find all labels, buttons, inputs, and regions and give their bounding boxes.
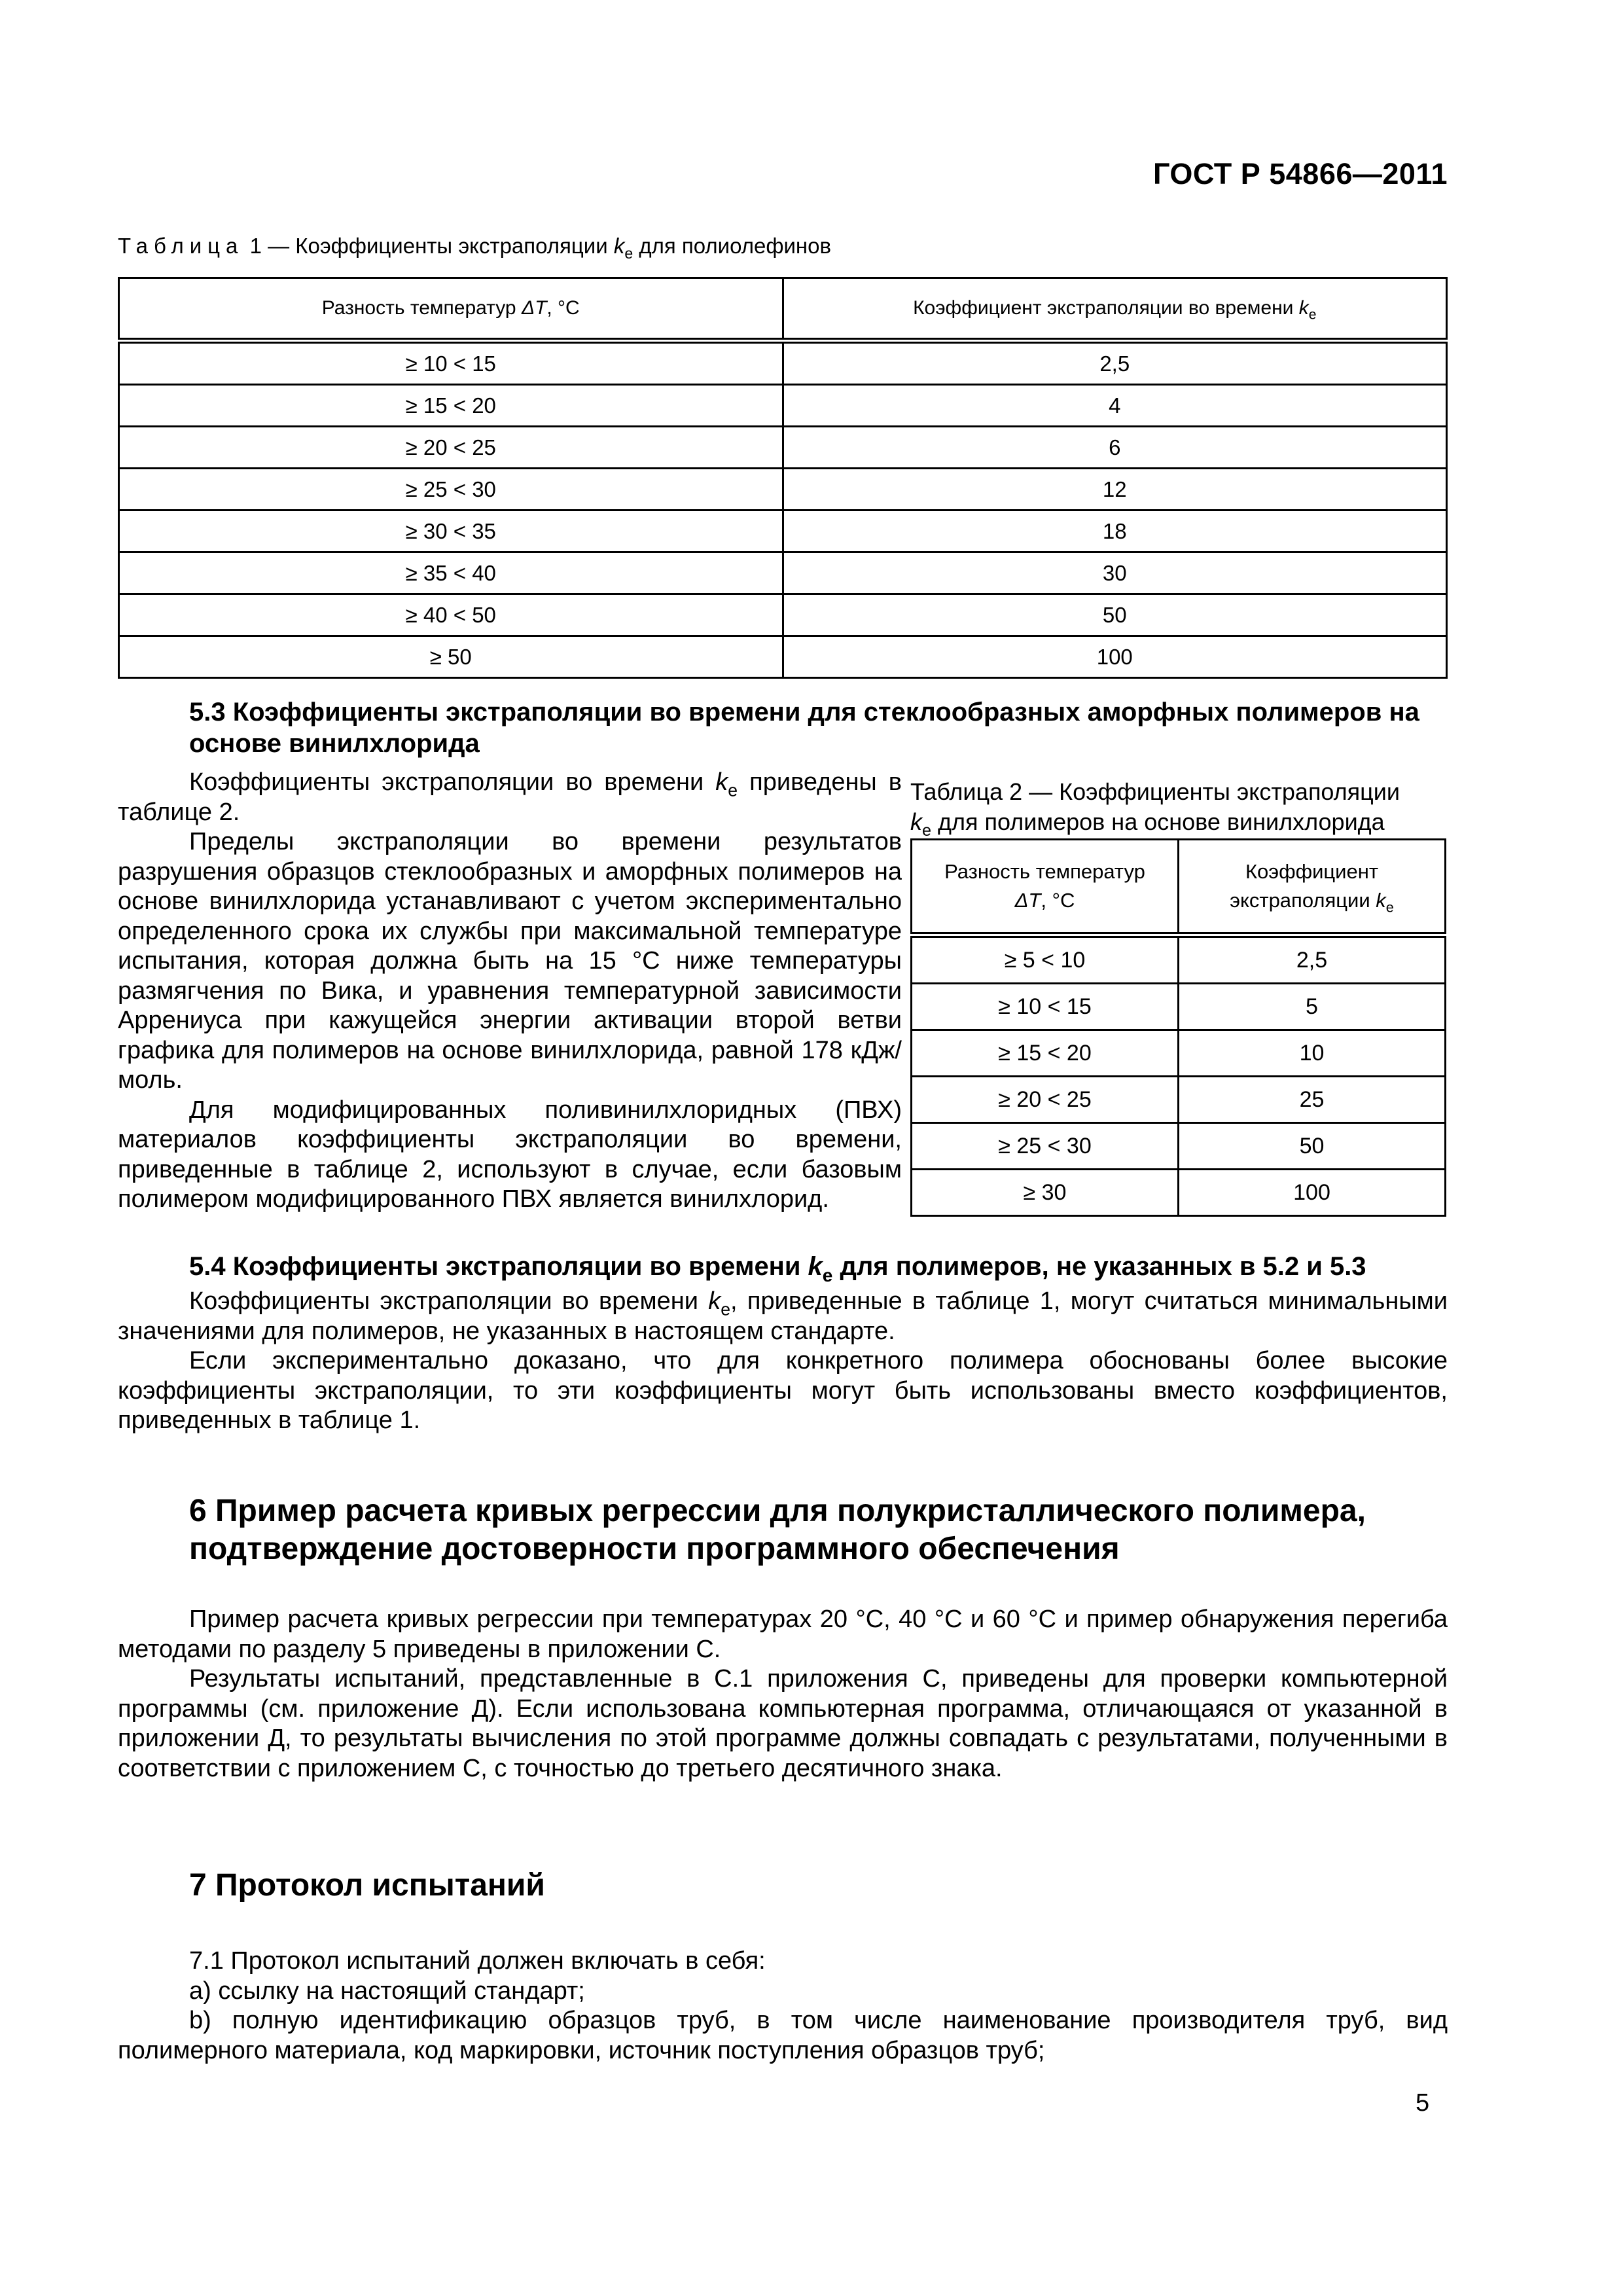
section-5-3-paragraph-1	[118, 768, 902, 827]
text: Коэффициенты экстраполяции во времени	[189, 768, 716, 796]
header-text: Разность температур	[321, 297, 522, 319]
temp-diff-cell: ≥ 10 < 15	[119, 341, 783, 385]
table-row	[912, 1170, 1446, 1216]
temp-diff-cell: ≥ 20 < 25	[119, 427, 783, 469]
table1-caption-number: 1	[249, 234, 262, 258]
temp-diff-cell: ≥ 25 < 30	[912, 1123, 1179, 1170]
table2-caption-line1: Таблица 2 — Коэффициенты экстраполяции	[910, 778, 1400, 805]
table1-caption-label: Таблица	[118, 234, 244, 258]
ke-subscript: e	[1308, 307, 1317, 323]
temp-diff-cell: ≥ 15 < 20	[119, 385, 783, 427]
table-row	[912, 1077, 1446, 1123]
delta-t-symbol: ΔT	[521, 297, 547, 319]
table-row	[119, 427, 1447, 469]
coefficient-cell: 4	[783, 385, 1447, 427]
ke-symbol: k	[708, 1287, 721, 1315]
section-7-paragraph-1: 7.1 Протокол испытаний должен включать в себя:	[189, 1947, 766, 1975]
table1-caption-text: — Коэффициенты экстраполяции	[261, 234, 614, 258]
section-7-body	[118, 1946, 1448, 2066]
ke-symbol: k	[808, 1252, 823, 1281]
ke-subscript: e	[1385, 899, 1394, 916]
section-5-3-body	[118, 768, 902, 1215]
table2-caption	[910, 777, 1454, 840]
table-row	[912, 984, 1446, 1030]
text: приведены в таблице 2.	[118, 768, 902, 826]
coefficient-cell: 50	[1179, 1123, 1446, 1170]
table1-caption	[118, 233, 832, 262]
page-number: 5	[1416, 2089, 1430, 2117]
text: 5.4 Коэффициенты экстраполяции во времени	[189, 1252, 808, 1281]
ke-subscript: e	[624, 245, 633, 262]
table1	[118, 277, 1448, 679]
coefficient-cell: 6	[783, 427, 1447, 469]
coefficient-cell: 30	[783, 552, 1447, 594]
temp-diff-cell: ≥ 5 < 10	[912, 935, 1179, 984]
table-row	[119, 594, 1447, 636]
delta-t-symbol: ΔT	[1014, 889, 1041, 912]
coefficient-cell: 2,5	[783, 341, 1447, 385]
coefficient-cell: 100	[1179, 1170, 1446, 1216]
section-5-4-paragraph-1	[118, 1287, 1448, 1346]
section-7-item-b: b) полную идентификацию образцов труб, в том числе наименование производителя труб, вид полимерного материала, код маркировки, источник поступления образцов труб;	[118, 2007, 1448, 2064]
temp-diff-cell: ≥ 25 < 30	[119, 469, 783, 511]
header-unit: , °C	[1041, 889, 1075, 912]
section-5-4-body	[118, 1287, 1448, 1436]
table2-caption-line2	[910, 807, 1454, 840]
table-row	[912, 1123, 1446, 1170]
temp-diff-cell: ≥ 40 < 50	[119, 594, 783, 636]
temp-diff-cell: ≥ 10 < 15	[912, 984, 1179, 1030]
section-6-heading: 6 Пример расчета кривых регрессии для полукристаллического полимера, подтверждение достоверности программного обеспечения	[189, 1494, 1366, 1566]
temp-diff-cell: ≥ 20 < 25	[912, 1077, 1179, 1123]
table-row	[119, 385, 1447, 427]
table1-header-row	[119, 278, 1447, 341]
table-row	[119, 341, 1447, 385]
section-7-heading: 7 Протокол испытаний	[189, 1868, 545, 1903]
ke-subscript: e	[922, 821, 932, 840]
coefficient-cell: 50	[783, 594, 1447, 636]
coefficient-cell: 18	[783, 511, 1447, 552]
section-6-paragraph-1: Пример расчета кривых регрессии при температурах 20 °C, 40 °C и 60 °C и пример обнаружения перегиба методами по разделу 5 приведены в приложении С.	[118, 1605, 1448, 1663]
header-unit: , °C	[546, 297, 580, 319]
header-text: Разность температур	[944, 860, 1145, 883]
table2-header-coefficient	[1179, 840, 1446, 935]
ke-symbol: k	[1298, 297, 1309, 319]
ke-symbol: k	[1376, 889, 1386, 912]
table1-header-temp-diff	[119, 278, 783, 341]
coefficient-cell: 2,5	[1179, 935, 1446, 984]
coefficient-cell: 100	[783, 636, 1447, 678]
temp-diff-cell: ≥ 50	[119, 636, 783, 678]
header-text: Коэффициент экстраполяции во времени	[913, 297, 1299, 319]
temp-diff-cell: ≥ 30 < 35	[119, 511, 783, 552]
temp-diff-cell: ≥ 30	[912, 1170, 1179, 1216]
text: , приведенные в таблице 1, могут считаться минимальными значениями для полимеров, не указанных в настоящем стандарте.	[118, 1287, 1448, 1345]
ke-symbol: k	[715, 768, 728, 796]
section-5-3-paragraph-2: Пределы экстраполяции во времени результатов разрушения образцов стеклообразных и аморфных полимеров на основе винилхлорида устанавливают с учетом экспериментально определенного срока их службы при максимальной температуре испытания, которая должна быть на 15 °C ниже температуры размягчения по Вика, и уравнения температурной зависимости Аррениуса при кажущейся энергии активации второй ветви графика для полимеров на основе винилхлорида, равной 178 кДж/моль.	[118, 828, 902, 1094]
ke-subscript: e	[728, 780, 738, 800]
temp-diff-cell: ≥ 15 < 20	[912, 1030, 1179, 1077]
header-line2	[912, 886, 1177, 915]
section-5-3-heading: 5.3 Коэффициенты экстраполяции во времени для стеклообразных аморфных полимеров на основе винилхлорида	[189, 698, 1419, 758]
coefficient-cell: 25	[1179, 1077, 1446, 1123]
table-row	[119, 636, 1447, 678]
table1-header-coefficient	[783, 278, 1447, 341]
ke-symbol: k	[910, 808, 922, 835]
header-line2	[1179, 886, 1444, 915]
section-7-item-a: a) ссылку на настоящий стандарт;	[189, 1977, 585, 2005]
section-6-paragraph-2: Результаты испытаний, представленные в С.1 приложения С, приведены для проверки компьютерной программы (см. приложение Д). Если использована компьютерная программа, отличающаяся от указанной в приложении Д, то результаты вычисления по этой программе должны совпадать с результатами, полученными в соответствии с приложением С, с точностью до третьего десятичного знака.	[118, 1665, 1448, 1782]
text: для полимеров, не указанных в 5.2 и 5.3	[832, 1252, 1366, 1281]
table2	[910, 838, 1446, 1217]
table-row	[119, 552, 1447, 594]
table-row	[912, 1030, 1446, 1077]
coefficient-cell: 10	[1179, 1030, 1446, 1077]
section-5-4-heading	[189, 1251, 1459, 1285]
ke-subscript: e	[822, 1265, 833, 1285]
table2-header-temp-diff	[912, 840, 1179, 935]
table-row	[119, 511, 1447, 552]
ke-subscript: e	[721, 1299, 731, 1319]
header-text: экстраполяции	[1230, 889, 1376, 912]
text: Коэффициенты экстраполяции во времени	[189, 1287, 709, 1315]
table-row	[912, 935, 1446, 984]
ke-symbol: k	[613, 234, 625, 258]
section-5-4-paragraph-2: Если экспериментально доказано, что для конкретного полимера обоснованы более высокие коэффициенты экстраполяции, то эти коэффициенты могут быть использованы вместо коэффициентов, приведенных в таблице 1.	[118, 1347, 1448, 1434]
document-id: ГОСТ Р 54866—2011	[1152, 157, 1448, 190]
header-text: Коэффициент	[1245, 860, 1379, 883]
text: для полимеров на основе винилхлорида	[931, 808, 1385, 835]
section-6-body	[118, 1605, 1448, 1784]
table2-header-row	[912, 840, 1446, 935]
coefficient-cell: 12	[783, 469, 1447, 511]
coefficient-cell: 5	[1179, 984, 1446, 1030]
section-5-3-paragraph-3: Для модифицированных поливинилхлоридных (ПВХ) материалов коэффициенты экстраполяции во времени, приведенные в таблице 2, используют в случае, если базовым полимером модифицированного ПВХ является винилхлорид.	[118, 1096, 902, 1213]
table-row	[119, 469, 1447, 511]
table1-caption-text-end: для полиолефинов	[633, 234, 832, 258]
temp-diff-cell: ≥ 35 < 40	[119, 552, 783, 594]
